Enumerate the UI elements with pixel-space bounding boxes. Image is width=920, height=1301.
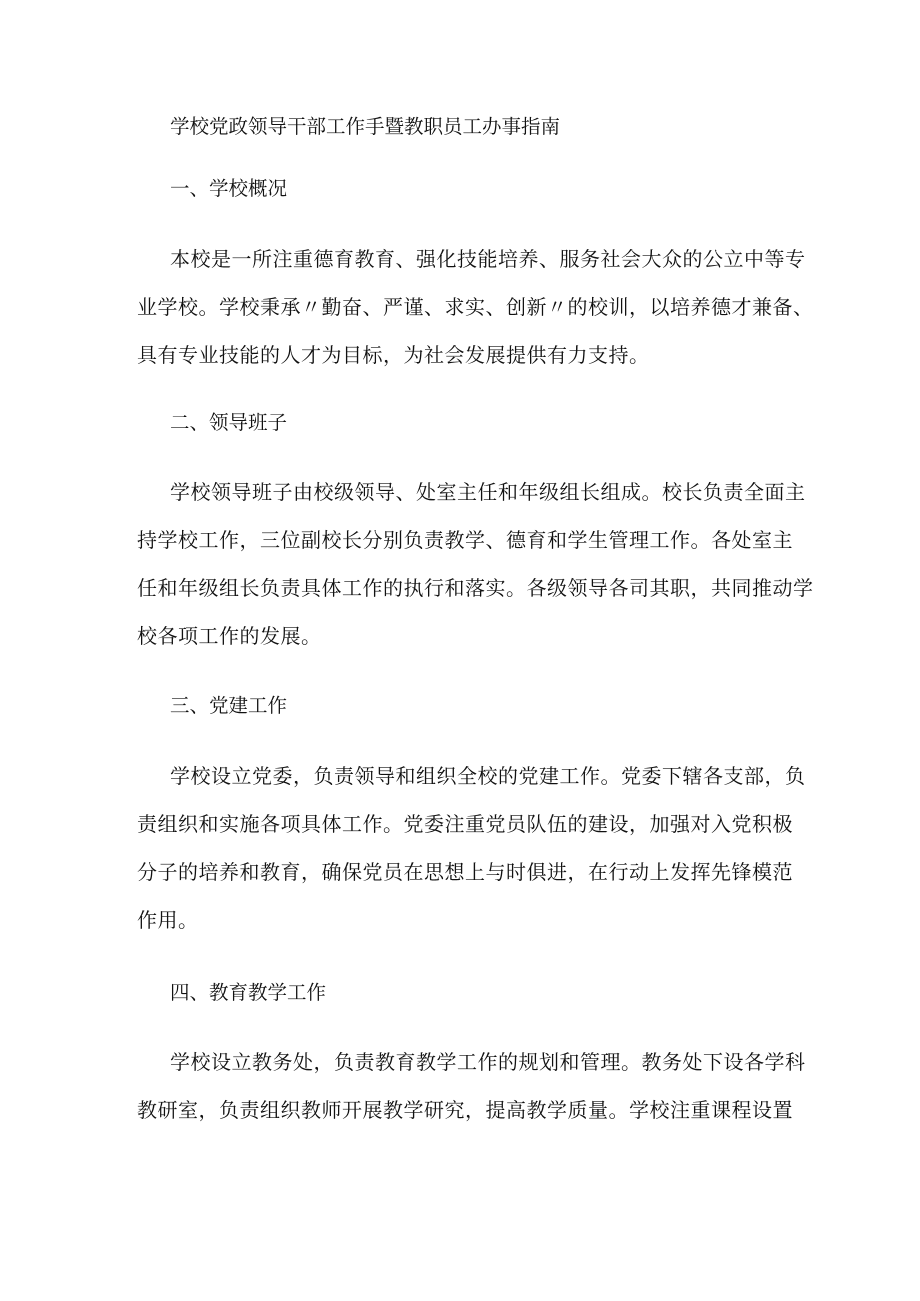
paragraph-line: 分子的培养和教育，确保党员在思想上与时俱进，在行动上发挥先锋模范 [137,860,793,884]
paragraph-line: 教研室，负责组织教师开展教学研究，提高教学质量。学校注重课程设置 [137,1098,793,1122]
document-title: 学校党政领导干部工作手暨教职员工办事指南 [170,115,561,138]
section-heading: 四、教育教学工作 [170,981,327,1004]
paragraph-line: 作用。 [137,908,199,932]
section-heading: 三、党建工作 [170,694,288,717]
section-heading: 一、学校概况 [170,177,288,200]
paragraph-line: 具有专业技能的人才为目标，为社会发展提供有力支持。 [137,343,650,367]
paragraph-line: 校各项工作的发展。 [137,624,322,648]
paragraph-line: 任和年级组长负责具体工作的执行和落实。各级领导各司其职，共同推动学 [137,576,814,600]
paragraph-line: 持学校工作，三位副校长分别负责教学、德育和学生管理工作。各处室主 [137,528,793,552]
paragraph-line: 学校设立党委，负责领导和组织全校的党建工作。党委下辖各支部，负 [170,764,806,788]
section-heading: 二、领导班子 [170,411,288,434]
paragraph-line: 责组织和实施各项具体工作。党委注重党员队伍的建设，加强对入党积极 [137,812,793,836]
paragraph-line: 本校是一所注重德育教育、强化技能培养、服务社会大众的公立中等专 [170,247,806,271]
paragraph-line: 学校领导班子由校级领导、处室主任和年级组长组成。校长负责全面主 [170,480,806,504]
paragraph-line: 业学校。学校秉承〃勤奋、严谨、求实、创新〃的校训，以培养德才兼备、 [137,295,814,319]
paragraph-line: 学校设立教务处，负责教育教学工作的规划和管理。教务处下设各学科 [170,1050,806,1074]
